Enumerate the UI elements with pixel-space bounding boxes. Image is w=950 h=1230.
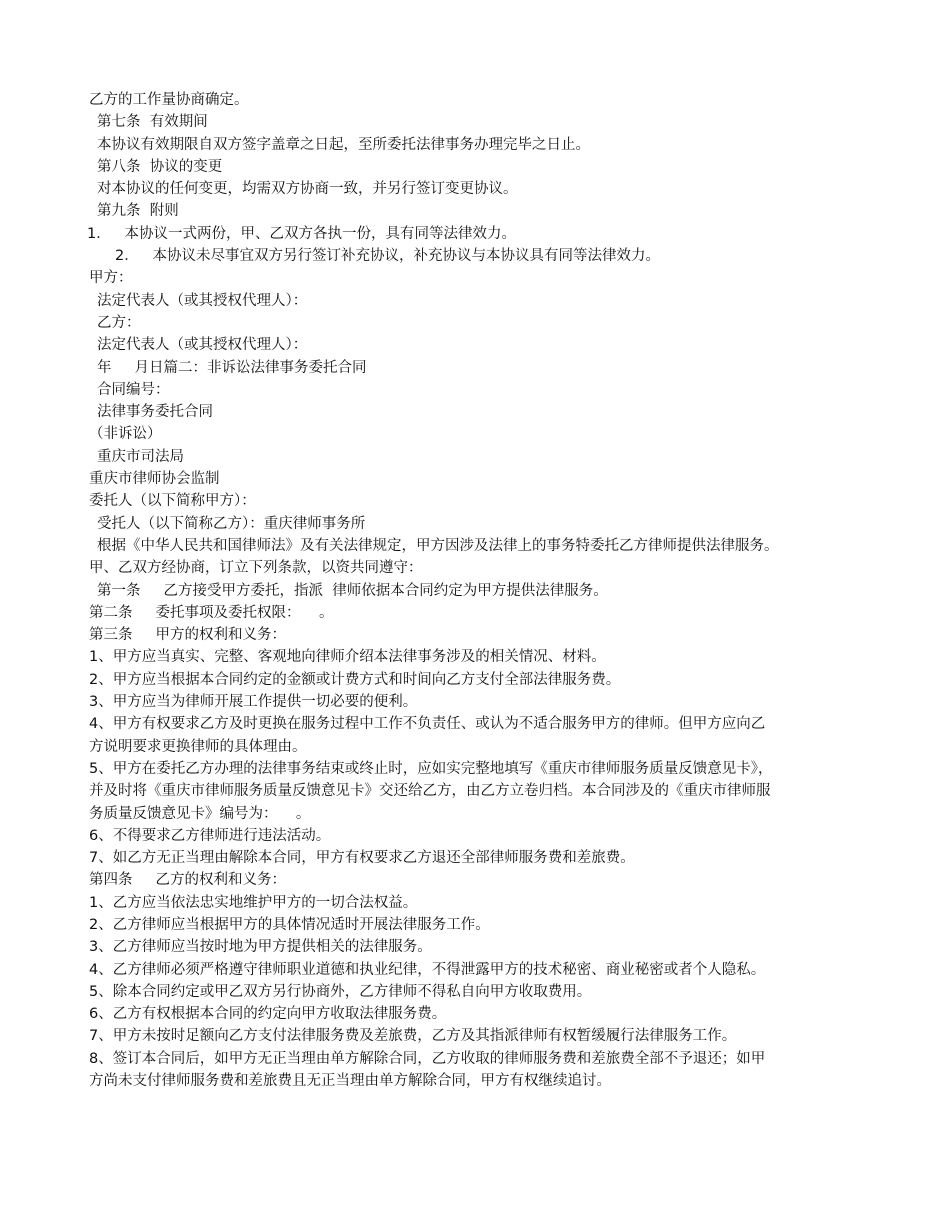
document-body — [89, 89, 864, 1092]
document-line: 甲、乙双方经协商，订立下列条款，以资共同遵守： — [89, 560, 423, 577]
document-line: 本协议有效期限自双方签字盖章之日起，至所委托法律事务办理完毕之日止。 — [97, 136, 590, 153]
document-line: 甲方： — [89, 270, 133, 287]
document-line: 1． 本协议一式两份，甲、乙双方各执一份，具有同等法律效力。 — [87, 225, 517, 242]
document-line: 6、乙方有权根据本合同的约定向甲方收取法律服务费。 — [89, 1006, 447, 1023]
document-line: 务质量反馈意见卡》编号为： 。 — [89, 805, 311, 822]
document-line: 6、不得要求乙方律师进行违法活动。 — [89, 827, 331, 844]
document-line: 受托人（以下简称乙方）：重庆律师事务所 — [97, 515, 366, 532]
document-line: 4、甲方有权要求乙方及时更换在服务过程中工作不负责任、或认为不适合服务甲方的律师。但甲方应向乙 — [89, 716, 766, 733]
document-line: 2、甲方应当根据本合同约定的金额或计费方式和时间向乙方支付全部法律服务费。 — [89, 671, 621, 688]
document-line: 法律事务委托合同 — [97, 404, 213, 421]
document-line: 3、甲方应当为律师开展工作提供一切必要的便利。 — [89, 694, 418, 711]
document-line: 对本协议的任何变更，均需双方协商一致，并另行签订变更协议。 — [97, 181, 518, 198]
document-line: 1、乙方应当依法忠实地维护甲方的一切合法权益。 — [89, 894, 418, 911]
document-line: 第四条 乙方的权利和义务： — [89, 872, 287, 889]
document-line: 重庆市律师协会监制 — [89, 471, 220, 488]
document-line: 5、除本合同约定或甲乙双方另行协商外，乙方律师不得私自向甲方收取费用。 — [89, 983, 592, 1000]
document-line: 方尚未支付律师服务费和差旅费且无正当理由单方解除合同，甲方有权继续追讨。 — [89, 1073, 611, 1090]
document-line: 2、乙方律师应当根据甲方的具体情况适时开展法律服务工作。 — [89, 916, 490, 933]
document-line: 第一条 乙方接受甲方委托，指派 律师依据本合同约定为甲方提供法律服务。 — [97, 582, 608, 599]
document-line: 乙方的工作量协商确定。 — [89, 92, 249, 108]
document-line: 7、如乙方无正当理由解除本合同，甲方有权要求乙方退还全部律师服务费和差旅费。 — [89, 850, 635, 867]
document-line: 委托人（以下简称甲方）： — [89, 493, 256, 510]
document-line: 法定代表人（或其授权代理人）： — [97, 292, 308, 309]
document-line: 第二条 委托事项及委托权限： 。 — [89, 604, 334, 621]
document-line: 乙方： — [97, 314, 141, 331]
document-line: 2． 本协议未尽事宜双方另行签订补充协议，补充协议与本协议具有同等法律效力。 — [115, 248, 661, 265]
document-line: 5、甲方在委托乙方办理的法律事务结束或终止时，应如实完整地填写《重庆市律师服务质量反馈意见卡》， — [89, 760, 773, 777]
document-line: 法定代表人（或其授权代理人）： — [97, 337, 308, 354]
document-line: 合同编号： — [97, 381, 170, 398]
document-line: 并及时将《重庆市律师服务质量反馈意见卡》交还给乙方，由乙方立卷归档。本合同涉及的《重庆市律师服 — [89, 783, 771, 800]
document-line: 年 月日篇二：非诉讼法律事务委托合同 — [97, 359, 367, 376]
document-line: 第七条 有效期间 — [97, 114, 208, 131]
document-line: 重庆市司法局 — [97, 448, 184, 465]
document-line: 第九条 附则 — [97, 203, 179, 220]
document-line: 4、乙方律师必须严格遵守律师职业道德和执业纪律，不得泄露甲方的技术秘密、商业秘密或者个人隐私。 — [89, 961, 766, 978]
document-line: 3、乙方律师应当按时地为甲方提供相关的法律服务。 — [89, 939, 432, 956]
document-line: 1、甲方应当真实、完整、客观地向律师介绍本法律事务涉及的相关情况、材料。 — [89, 649, 606, 666]
document-line: 第三条 甲方的权利和义务： — [89, 627, 287, 644]
document-line: 根据《中华人民共和国律师法》及有关法律规定，甲方因涉及法律上的事务特委托乙方律师提供法律服务。 — [97, 537, 779, 554]
document-line: 7、甲方未按时足额向乙方支付法律服务费及差旅费，乙方及其指派律师有权暂缓履行法律服务工作。 — [89, 1028, 737, 1045]
document-line: 第八条 协议的变更 — [97, 158, 223, 175]
document-line: 8、签订本合同后，如甲方无正当理由单方解除合同，乙方收取的律师服务费和差旅费全部不予退还；如甲 — [89, 1050, 766, 1067]
document-line: （非诉讼） — [89, 426, 162, 443]
document-line: 方说明要求更换律师的具体理由。 — [89, 738, 307, 755]
